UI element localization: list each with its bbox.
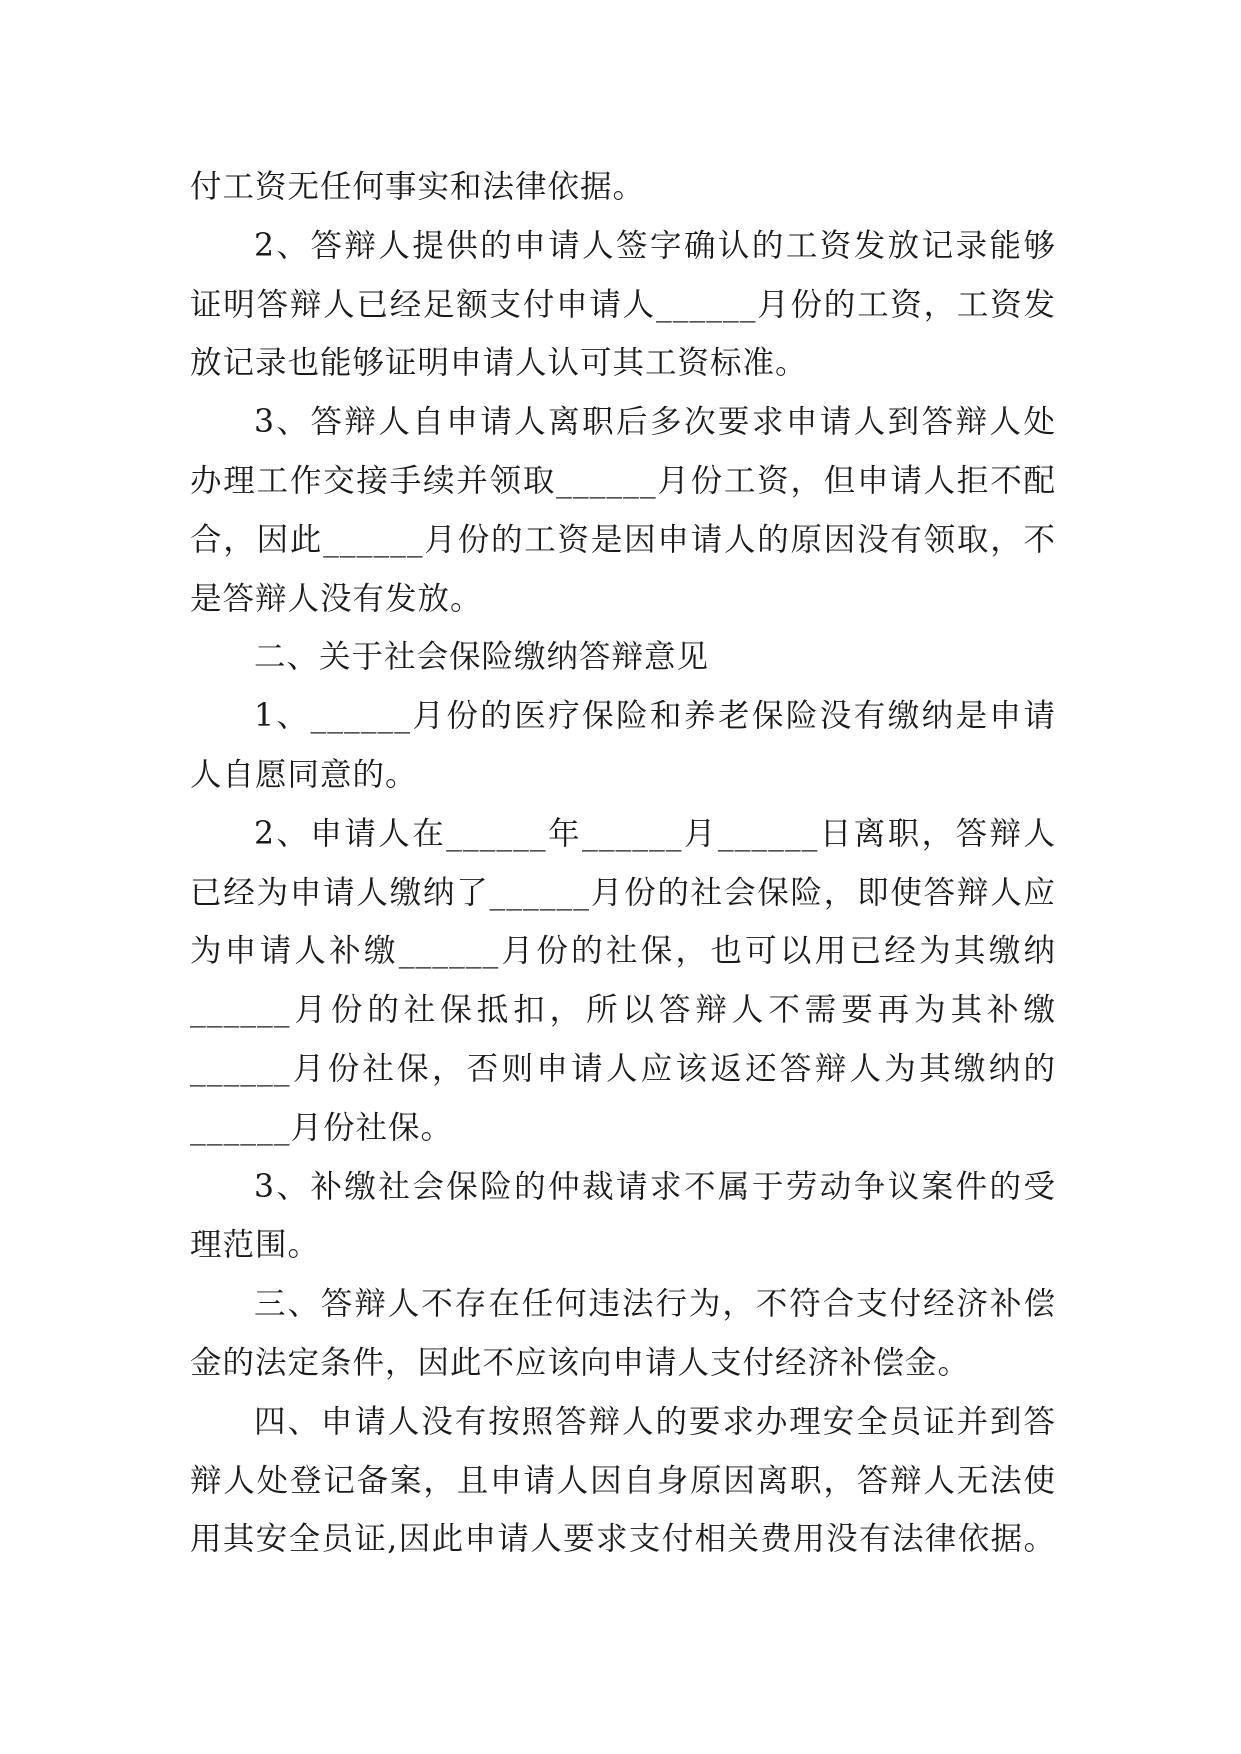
text-line: ______月份社保，否则申请人应该返还答辩人为其缴纳的 <box>190 1050 1056 1087</box>
text-line: 三、答辩人不存在任何违法行为，不符合支付经济补偿 <box>254 1286 1056 1323</box>
text-line: 付工资无任何事实和法律依据。 <box>190 169 646 205</box>
text-line: 2、答辩人提供的申请人签字确认的工资发放记录能够 <box>254 227 1056 264</box>
text-line: 2、申请人在______年______月______日离职，答辩人 <box>254 815 1056 852</box>
text-line: 是答辩人没有发放。 <box>190 580 483 617</box>
text-line: 为申请人补缴______月份的社保，也可以用已经为其缴纳 <box>190 933 1056 970</box>
text-line: 四、申请人没有按照答辩人的要求办理安全员证并到答 <box>254 1403 1056 1440</box>
text-line: 证明答辩人已经足额支付申请人______月份的工资，工资发 <box>190 286 1056 323</box>
text-line: 1、______月份的医疗保险和养老保险没有缴纳是申请 <box>254 698 1056 735</box>
text-line: 辩人处登记备案，且申请人因自身原因离职，答辩人无法使 <box>190 1462 1056 1499</box>
text-line: 办理工作交接手续并领取______月份工资，但申请人拒不配 <box>190 462 1056 499</box>
text-line: ______月份的社保抵扣，所以答辩人不需要再为其补缴 <box>190 992 1056 1029</box>
text-line: 二、关于社会保险缴纳答辩意见 <box>254 639 710 676</box>
text-line: 人自愿同意的。 <box>190 756 418 793</box>
text-line: 放记录也能够证明申请人认可其工资标准。 <box>190 345 808 382</box>
text-line: ______月份社保。 <box>190 1109 454 1146</box>
text-line: 金的法定条件，因此不应该向申请人支付经济补偿金。 <box>190 1344 971 1381</box>
text-line: 3、补缴社会保险的仲裁请求不属于劳动争议案件的受 <box>254 1168 1056 1205</box>
text-line: 3、答辩人自申请人离职后多次要求申请人到答辩人处 <box>254 404 1056 441</box>
text-line: 理范围。 <box>190 1227 321 1264</box>
text-line: 合，因此______月份的工资是因申请人的原因没有领取，不 <box>190 521 1056 558</box>
text-line: 用其安全员证,因此申请人要求支付相关费用没有法律依据。 <box>190 1521 1056 1558</box>
text-line: 已经为申请人缴纳了______月份的社会保险，即使答辩人应 <box>190 874 1056 911</box>
document-body <box>190 158 1056 1569</box>
